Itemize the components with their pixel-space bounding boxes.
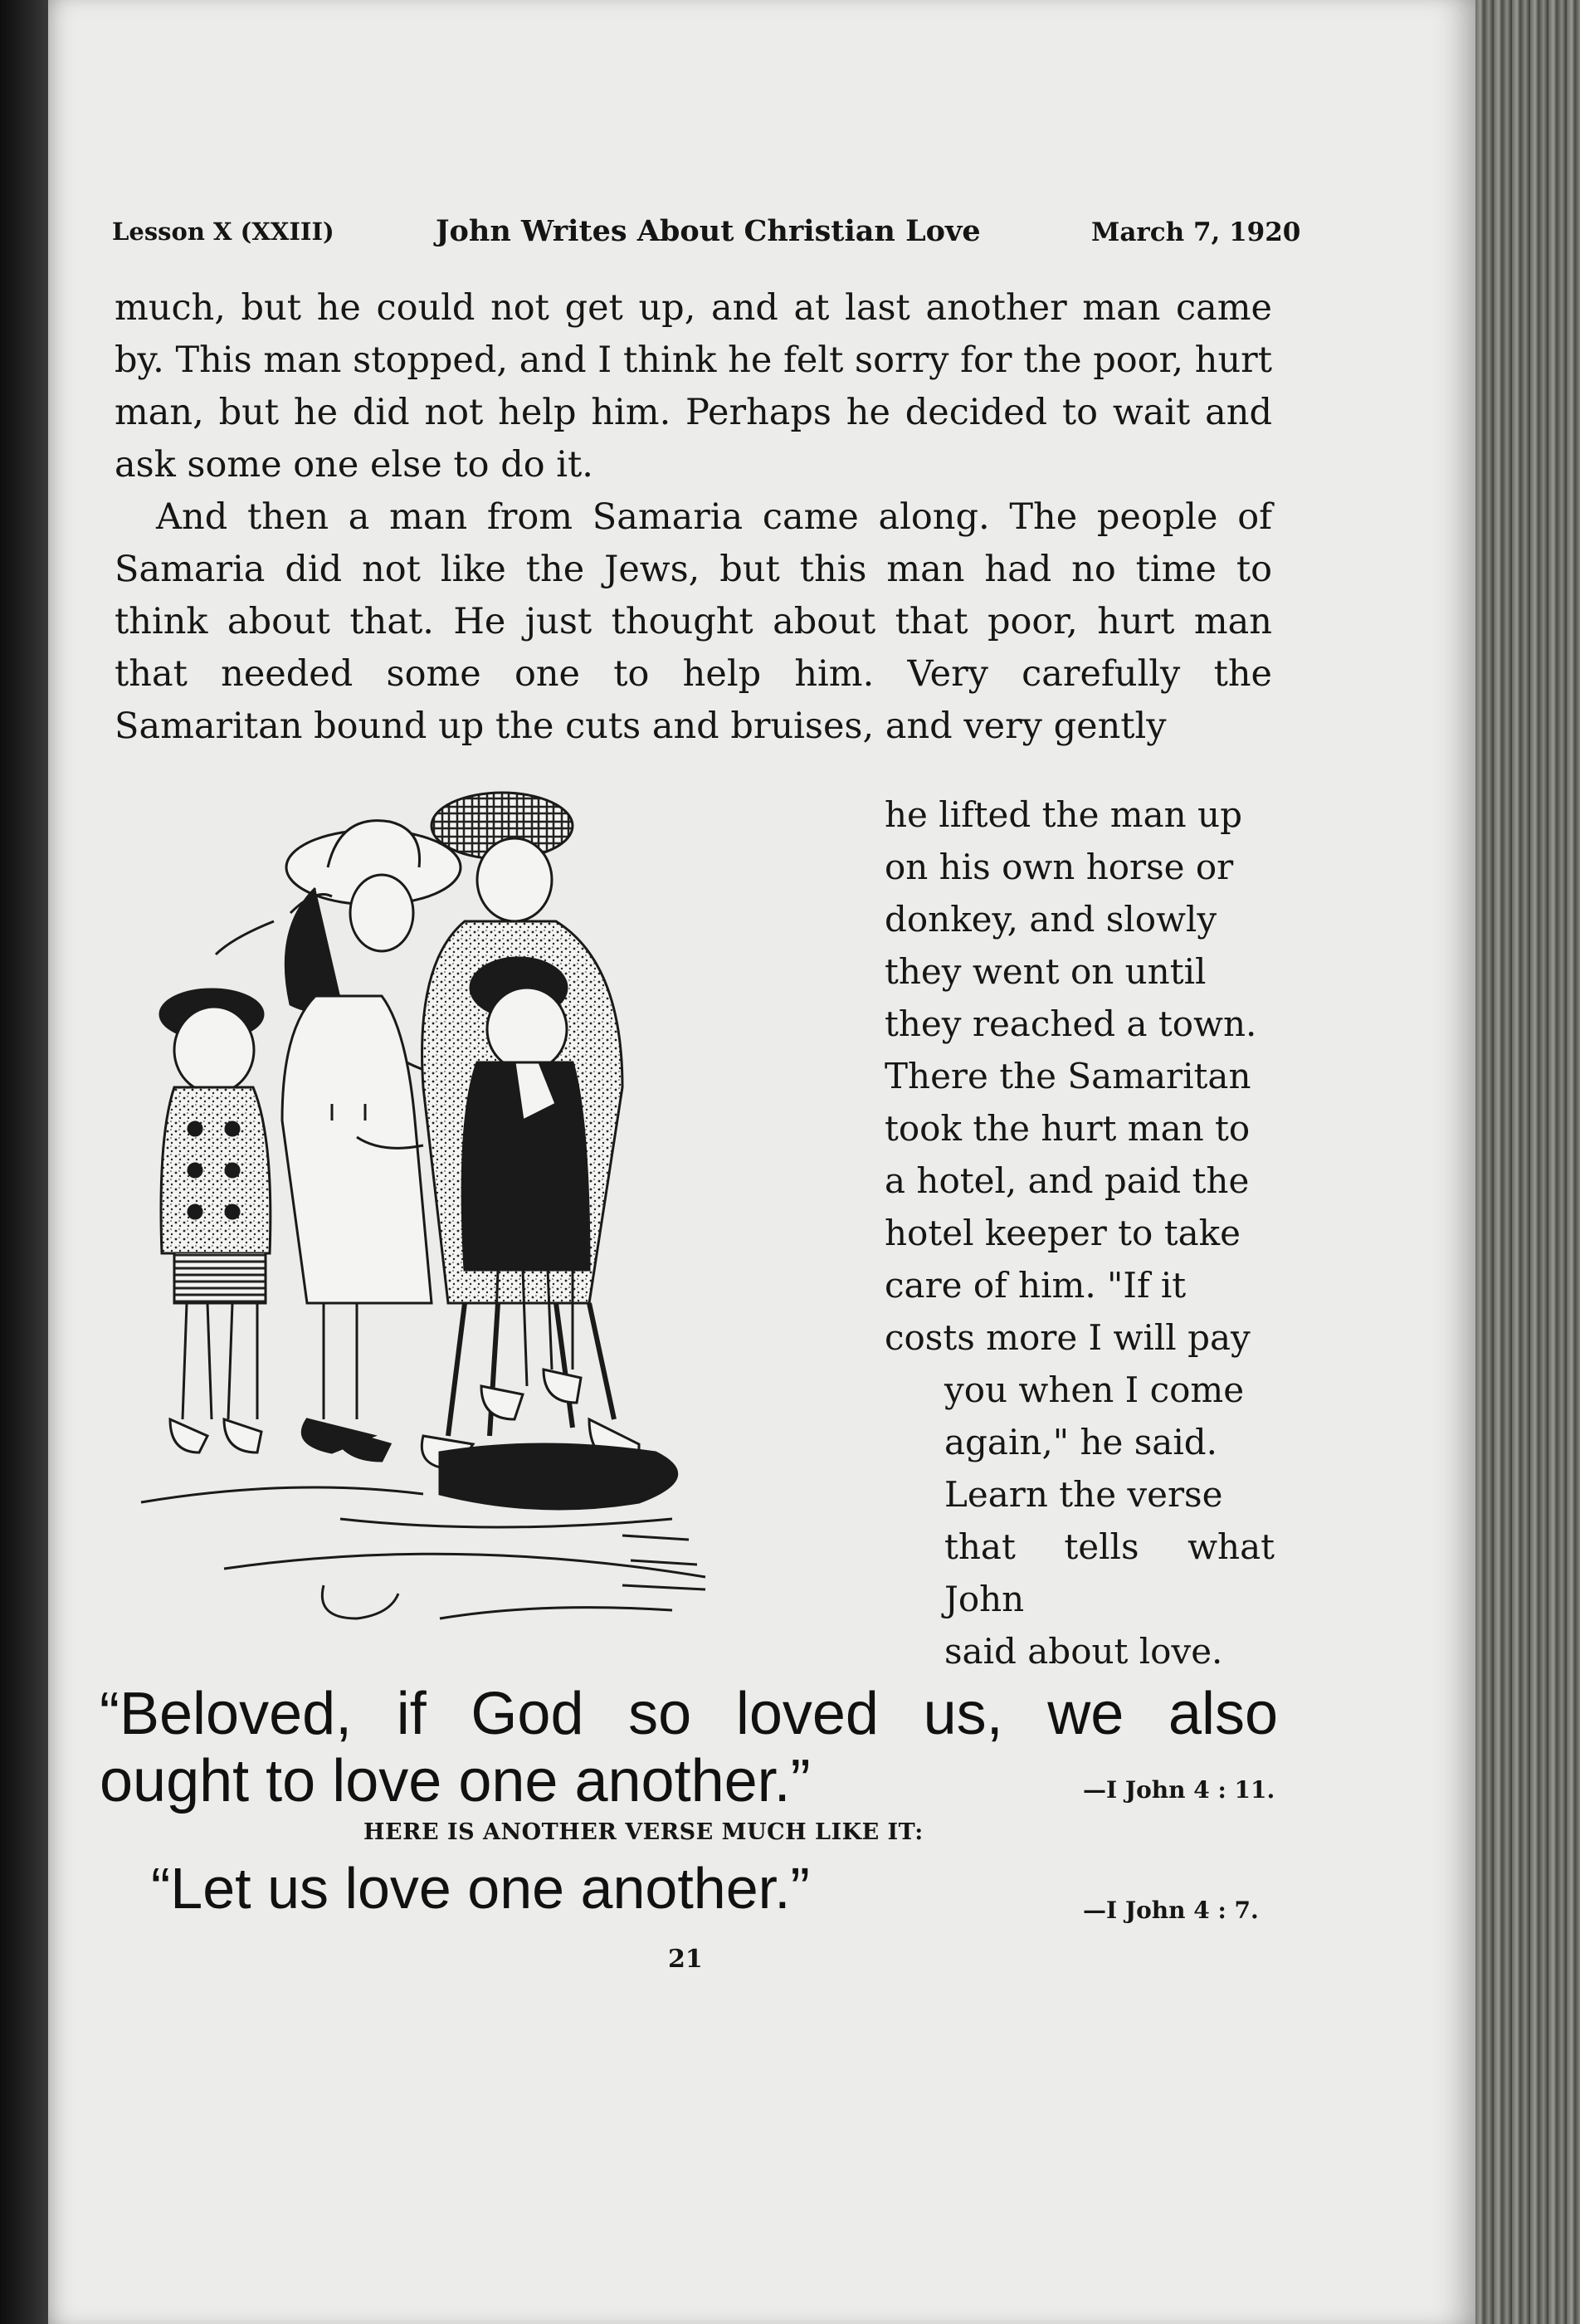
memory-verse-1-line-2: ought to love one another.”	[100, 1748, 811, 1814]
wrap-line: Learn the verse	[944, 1474, 1223, 1515]
paragraph-1	[115, 282, 1272, 491]
memory-verse-1: “Beloved, if God so loved us, we also	[100, 1681, 1278, 1747]
text-line: to think about that. He just thought about that poor, hurt	[115, 549, 1272, 642]
wrap-line: he lifted the man up	[885, 794, 1242, 835]
text-line: Samaritan bound up the cuts and bruises, and very gently	[115, 706, 1167, 747]
text-line: by. This man stopped, and I think he felt sorry for the poor,	[115, 339, 1184, 381]
wrap-line: you when I come	[944, 1370, 1245, 1410]
wrapped-text-column	[885, 788, 1275, 1677]
puddle-ground	[141, 1444, 705, 1618]
verse-2-reference: —I John 4 : 7.	[1083, 1897, 1259, 1924]
memory-verse-2: “Let us love one another.”	[151, 1856, 810, 1921]
text-line: man that needed some one to help him. Very carefully the	[115, 601, 1272, 695]
wrap-line: on his own horse or	[885, 847, 1234, 887]
text-line: wait and ask some one else to do it.	[115, 392, 1273, 486]
page-number: 21	[668, 1945, 703, 1974]
verse-1-reference: —I John 4 : 11.	[1083, 1776, 1275, 1804]
text-line: hurt man, but he did not help him. Perhaps he decided to	[115, 339, 1272, 433]
lesson-title: John Writes About Christian Love	[436, 214, 981, 248]
small-boy-figure	[160, 989, 271, 1452]
wrap-line: There the Samaritan	[885, 1056, 1251, 1096]
book-page-edges	[1475, 0, 1580, 2324]
wrap-line: they went on until	[885, 951, 1207, 992]
wrap-line: costs more I will pay	[885, 1317, 1251, 1358]
lesson-date: March 7, 1920	[1091, 217, 1301, 247]
lesson-label: Lesson X (XXIII)	[112, 217, 334, 246]
wrap-line: that tells what John	[944, 1526, 1275, 1619]
paragraph-2	[115, 491, 1272, 753]
wrap-line: a hotel, and paid the	[885, 1160, 1250, 1201]
wrap-line: donkey, and slowly	[885, 899, 1217, 940]
children-illustration	[124, 788, 888, 1635]
text-line: And then a man from Samaria came along. The people	[156, 496, 1218, 538]
wrap-line: took the hurt man to	[885, 1108, 1251, 1149]
wrap-line: hotel keeper to take	[885, 1213, 1241, 1253]
wrap-line: said about love.	[944, 1631, 1223, 1672]
book-spine-left	[0, 0, 48, 2324]
text-line: much, but he could not get up, and at last another man came	[115, 287, 1272, 329]
text-line: of Samaria did not like the Jews, but this man had no time	[115, 496, 1272, 590]
verse-subheading: HERE IS ANOTHER VERSE MUCH LIKE IT:	[363, 1819, 924, 1845]
wrap-line: again," he said.	[944, 1422, 1217, 1462]
story-text	[115, 282, 1272, 753]
wrap-line: they reached a town.	[885, 1003, 1257, 1044]
wrap-line: care of him. "If it	[885, 1265, 1187, 1306]
